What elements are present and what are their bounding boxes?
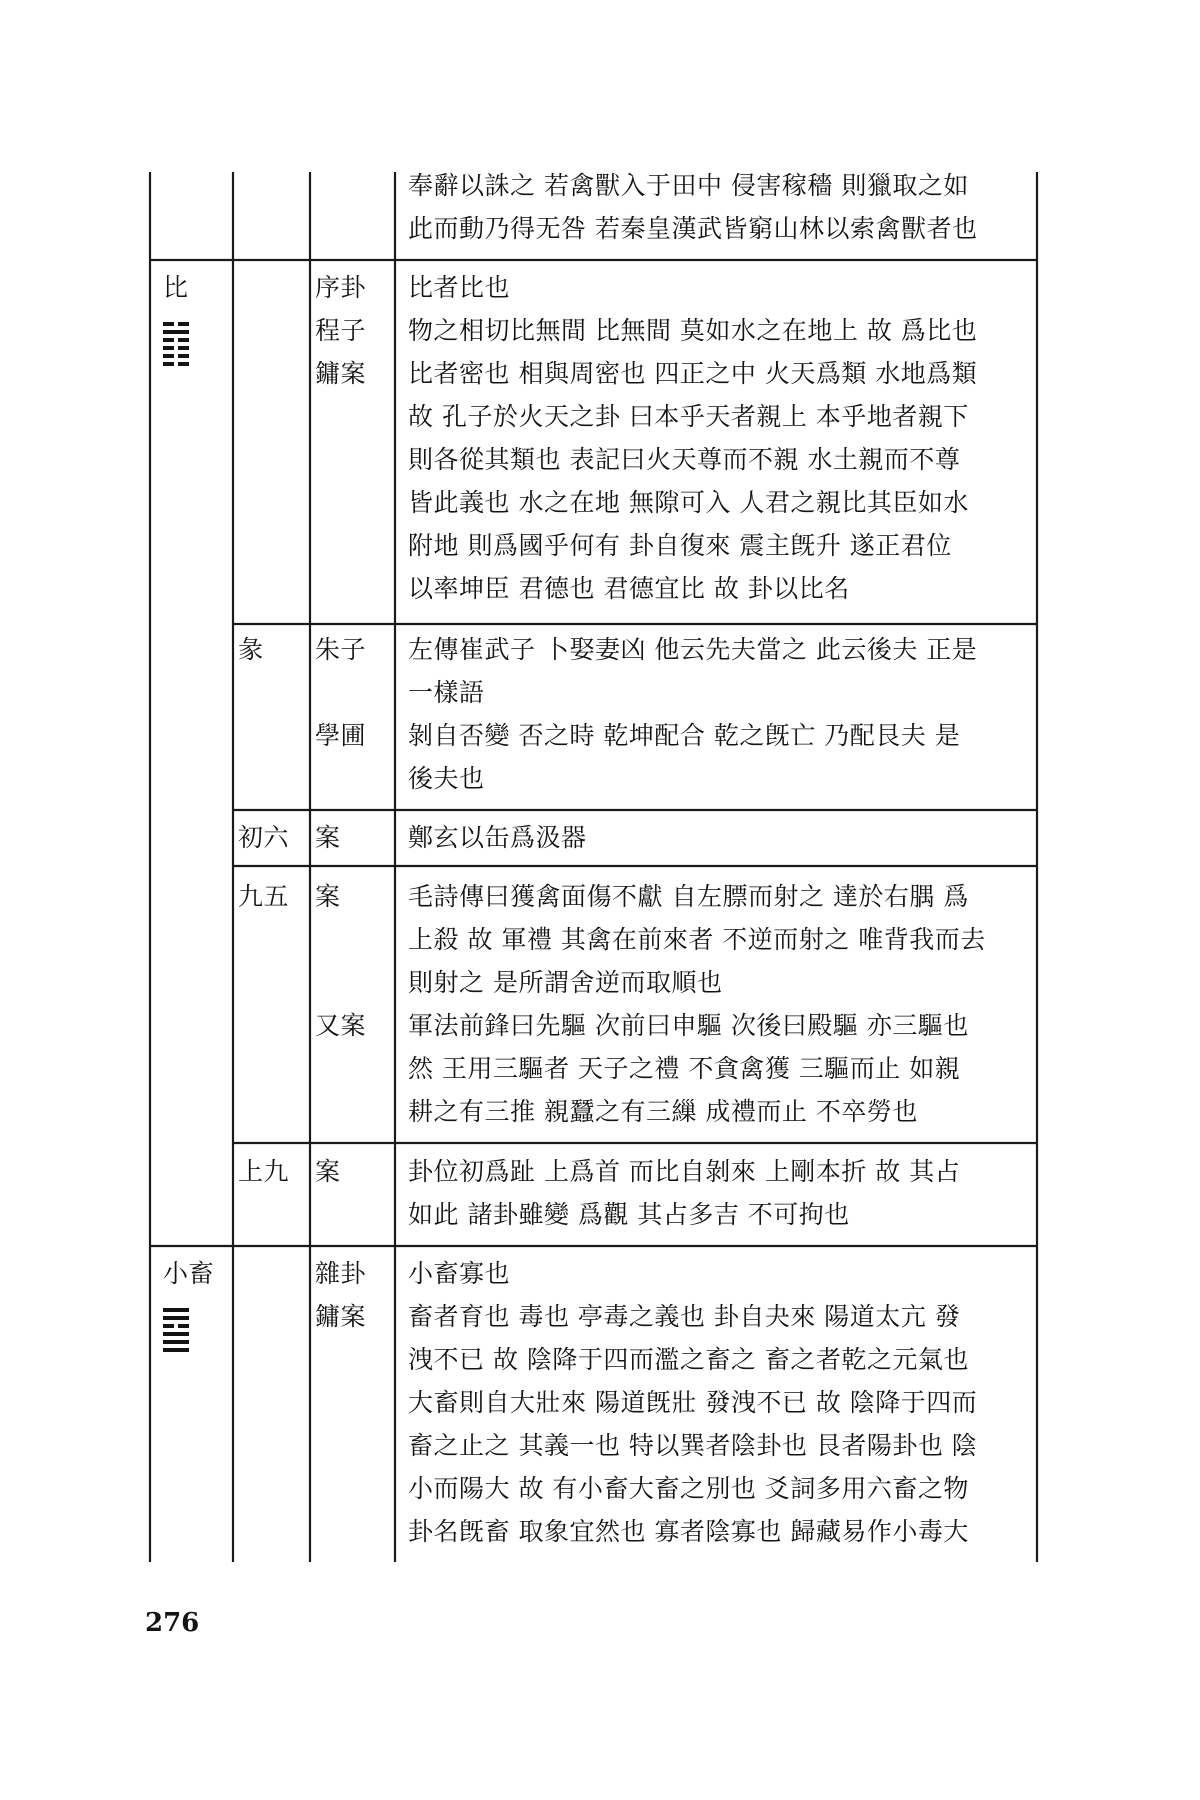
text-line: 奉辭以誅之 若禽獸入于田中 侵害稼穡 則獵取之如 bbox=[408, 171, 969, 200]
text-line: 比者比也 bbox=[408, 273, 511, 302]
source-label: 程子 bbox=[315, 316, 367, 345]
line-label: 上九 bbox=[238, 1157, 290, 1186]
text-line: 一樣語 bbox=[408, 678, 485, 707]
row-6-sources bbox=[315, 1252, 366, 1338]
text-line: 如此 諸卦雖變 爲觀 其占多吉 不可拘也 bbox=[408, 1200, 850, 1229]
text-line: 卦位初爲趾 上爲首 而比自剝來 上剛本折 故 其占 bbox=[408, 1157, 961, 1186]
text-line: 耕之有三推 親蠶之有三繅 成禮而止 不卒勞也 bbox=[408, 1097, 918, 1126]
text-line: 畜之止之 其義一也 特以巽者陰卦也 艮者陽卦也 陰 bbox=[408, 1431, 978, 1460]
source-label bbox=[315, 671, 366, 714]
source-label: 案 bbox=[315, 823, 341, 852]
text-line: 則各從其類也 表記曰火天尊而不親 水土親而不尊 bbox=[408, 445, 961, 474]
text-line: 然 王用三驅者 天子之禮 不貪禽獲 三驅而止 如親 bbox=[408, 1054, 961, 1083]
text-line: 鄭玄以缶爲汲器 bbox=[408, 823, 587, 852]
text-line: 小而陽大 故 有小畜大畜之別也 爻詞多用六畜之物 bbox=[408, 1474, 969, 1503]
source-label: 學圃 bbox=[315, 721, 367, 750]
row-4-sources bbox=[315, 875, 366, 1047]
bi-hexagram-icon bbox=[163, 322, 189, 370]
row-2-sources bbox=[315, 628, 366, 757]
text-line: 後夫也 bbox=[408, 764, 485, 793]
text-line: 軍法前鋒曰先驅 次前曰申驅 次後曰殿驅 亦三驅也 bbox=[408, 1011, 969, 1040]
text-line: 附地 則爲國乎何有 卦自復來 震主旣升 遂正君位 bbox=[408, 531, 952, 560]
row-4-text bbox=[408, 875, 986, 1133]
hexagram-name: 比 bbox=[163, 273, 189, 302]
text-line: 上殺 故 軍禮 其禽在前來者 不逆而射之 唯背我而去 bbox=[408, 925, 986, 954]
text-line: 小畜寡也 bbox=[408, 1259, 511, 1288]
text-line: 毛詩傳曰獲禽面傷不獻 自左膘而射之 達於右腢 爲 bbox=[408, 882, 969, 911]
line-label: 初六 bbox=[238, 823, 290, 852]
text-line: 以率坤臣 君德也 君德宜比 故 卦以比名 bbox=[408, 574, 850, 603]
source-label: 朱子 bbox=[315, 635, 367, 664]
source-label: 又案 bbox=[315, 1011, 367, 1040]
row-3-text bbox=[408, 816, 587, 859]
text-line: 故 孔子於火天之卦 曰本乎天者親上 本乎地者親下 bbox=[408, 402, 969, 431]
text-line: 此而動乃得无咎 若秦皇漢武皆窮山林以索禽獸者也 bbox=[408, 214, 978, 243]
text-line: 物之相切比無間 比無間 莫如水之在地上 故 爲比也 bbox=[408, 316, 978, 345]
text-line: 畜者育也 毒也 亭毒之義也 卦自夬來 陽道太亢 發 bbox=[408, 1302, 961, 1331]
row-5-text bbox=[408, 1150, 960, 1236]
source-label: 鏞案 bbox=[315, 1302, 367, 1331]
row-1-sources bbox=[315, 266, 366, 395]
text-line: 左傳崔武子 卜娶妻凶 他云先夫當之 此云後夫 正是 bbox=[408, 635, 978, 664]
row-2-text bbox=[408, 628, 977, 800]
line-label: 彖 bbox=[238, 635, 264, 664]
row-1-text bbox=[408, 266, 977, 610]
source-label: 案 bbox=[315, 1157, 341, 1186]
text-line: 比者密也 相與周密也 四正之中 火天爲類 水地爲類 bbox=[408, 359, 978, 388]
row-0-text bbox=[408, 164, 977, 250]
line-label: 九五 bbox=[238, 882, 290, 911]
text-line: 洩不已 故 陰降于四而濫之畜之 畜之者乾之元氣也 bbox=[408, 1345, 969, 1374]
text-line: 卦名旣畜 取象宜然也 寡者陰寡也 歸藏易作小毒大 bbox=[408, 1517, 969, 1546]
row-6-text bbox=[408, 1252, 977, 1553]
source-label bbox=[315, 961, 366, 1004]
source-label: 雜卦 bbox=[315, 1259, 367, 1288]
text-line: 大畜則自大壯來 陽道旣壯 發洩不已 故 陰降于四而 bbox=[408, 1388, 978, 1417]
text-line: 則射之 是所謂舍逆而取順也 bbox=[408, 968, 723, 997]
source-label bbox=[315, 918, 366, 961]
hexagram-name: 小畜 bbox=[163, 1259, 215, 1288]
source-label: 案 bbox=[315, 882, 341, 911]
source-label: 鏞案 bbox=[315, 359, 367, 388]
text-line: 皆此義也 水之在地 無隙可入 人君之親比其臣如水 bbox=[408, 488, 969, 517]
page-number: 276 bbox=[145, 1608, 200, 1638]
source-label: 序卦 bbox=[315, 273, 367, 302]
xiaochu-hexagram-icon bbox=[163, 1308, 189, 1356]
text-line: 剝自否變 否之時 乾坤配合 乾之旣亡 乃配艮夫 是 bbox=[408, 721, 961, 750]
